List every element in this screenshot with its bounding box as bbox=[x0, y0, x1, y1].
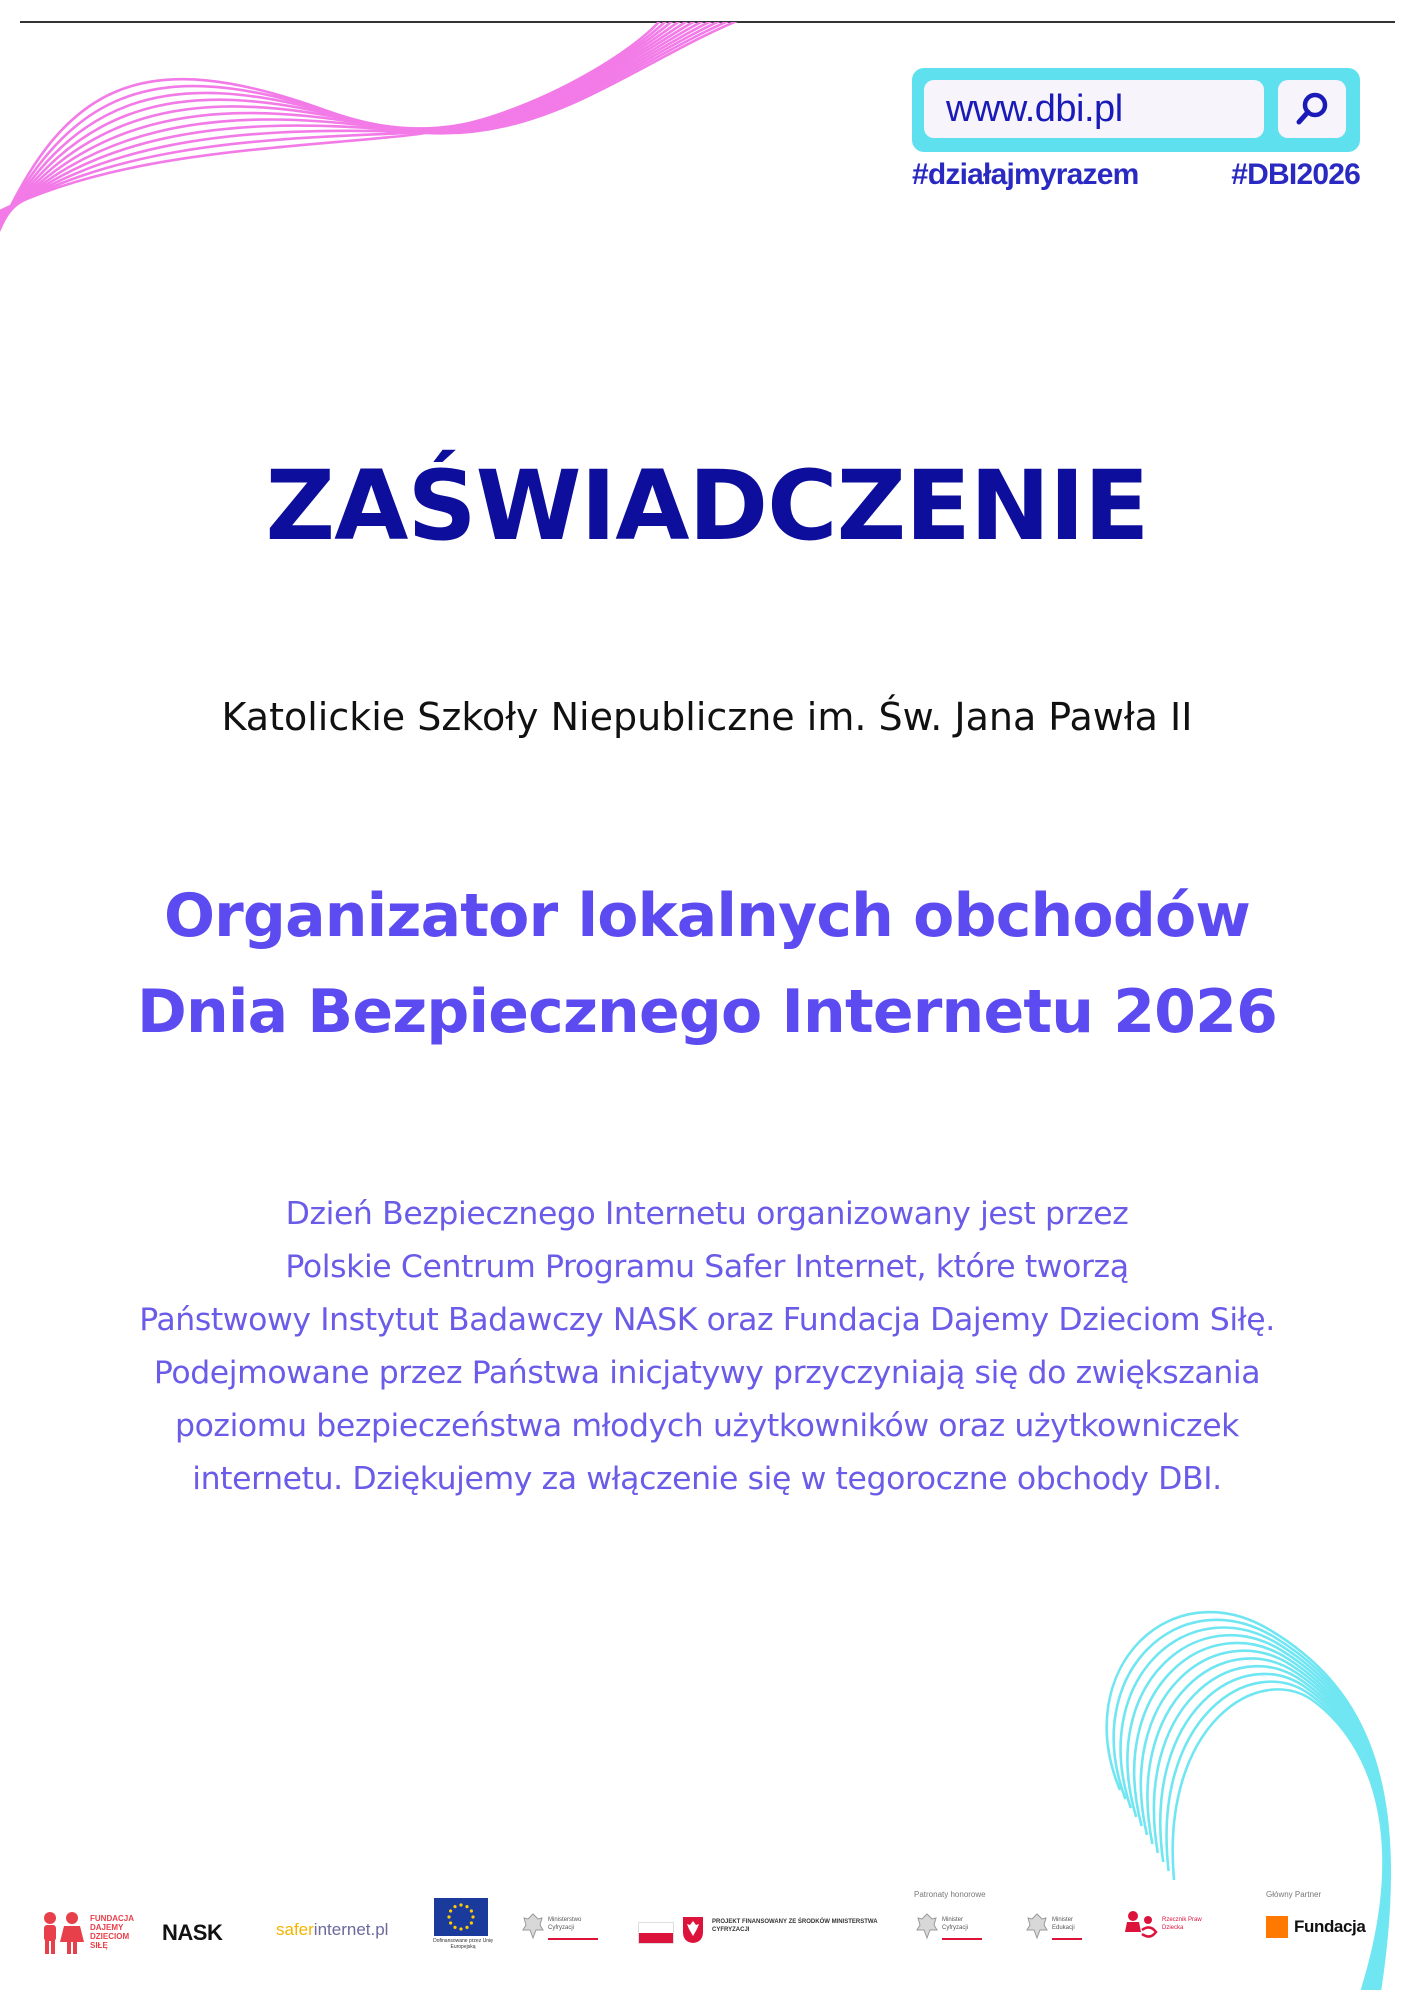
ministerstwo-underline bbox=[548, 1938, 598, 1940]
minister-cyfryzacji-text: Minister Cyfryzacji bbox=[942, 1917, 969, 1931]
eu-star bbox=[470, 1921, 473, 1924]
eagle-emblem-icon bbox=[522, 1912, 544, 1940]
certificate-title: ZAŚWIADCZENIE bbox=[265, 450, 1149, 562]
eu-star bbox=[471, 1915, 474, 1918]
minister-edukacji-text: Minister Edukacji bbox=[1052, 1917, 1075, 1931]
description-line: Podejmowane przez Państwa inicjatywy przyczyniają się do zwiększania bbox=[153, 1355, 1261, 1391]
minister-cyfryzacji-logo bbox=[916, 1912, 996, 1952]
saferinternet-suffix: internet.pl bbox=[313, 1920, 389, 1939]
role-line-1: Organizator lokalnych obchodów bbox=[163, 881, 1251, 951]
minister-edukacji-logo bbox=[1026, 1912, 1096, 1952]
fundacja-text: Fundacja bbox=[1294, 1917, 1366, 1936]
polish-flag-icon bbox=[638, 1922, 674, 1944]
rzecznik-emblem-icon bbox=[1124, 1910, 1158, 1940]
fundacja-orange-logo bbox=[1266, 1912, 1386, 1952]
description-paragraph bbox=[40, 1188, 1374, 1506]
rzecznik-praw-dziecka-logo bbox=[1124, 1910, 1234, 1950]
description-line: internetu. Dziękujemy za włączenie się w tegoroczne obchody DBI. bbox=[192, 1461, 1222, 1497]
description-line: Państwowy Instytut Badawczy NASK oraz Fundacja Dajemy Dzieciom Siłę. bbox=[139, 1302, 1275, 1338]
coat-of-arms-icon bbox=[682, 1916, 704, 1944]
projekt-text: PROJEKT FINANSOWANY ZE ŚRODKÓW MINISTERSTWA CYFRYZACJI bbox=[712, 1919, 878, 1933]
description-line: Dzień Bezpiecznego Internetu organizowany jest przez bbox=[285, 1196, 1129, 1232]
main-partner-label: Główny Partner bbox=[1266, 1890, 1322, 1899]
children-icon bbox=[38, 1910, 88, 1956]
eu-star bbox=[447, 1915, 450, 1918]
eu-flag-icon bbox=[434, 1898, 488, 1936]
rzecznik-text: Rzecznik Praw Dziecka bbox=[1162, 1917, 1202, 1931]
role-line-2: Dnia Bezpiecznego Internetu 2026 bbox=[136, 977, 1278, 1047]
projekt-finansowany-logo bbox=[638, 1912, 918, 1952]
recipient-role bbox=[0, 868, 1414, 1060]
website-url[interactable]: www.dbi.pl bbox=[924, 80, 1264, 138]
ministerstwo-cyfryzacji-text: Ministerstwo Cyfryzacji bbox=[548, 1917, 582, 1931]
saferinternet-logo bbox=[276, 1920, 388, 1940]
eu-star bbox=[449, 1921, 452, 1924]
eagle-emblem-icon bbox=[1026, 1912, 1048, 1940]
eu-star bbox=[465, 1905, 468, 1908]
nask-logo: NASK bbox=[162, 1920, 223, 1945]
eu-star bbox=[459, 1903, 462, 1906]
minister-edukacji-underline bbox=[1052, 1938, 1082, 1940]
fdds-text: FUNDACJA DAJEMY DZIECIOM SIŁĘ bbox=[90, 1914, 134, 1950]
search-button[interactable] bbox=[1278, 80, 1346, 138]
eu-star bbox=[453, 1905, 456, 1908]
hashtag-dbi2026: #DBI2026 bbox=[1231, 158, 1360, 191]
partner-logos-bar bbox=[30, 1890, 1390, 1970]
eu-star bbox=[465, 1926, 468, 1929]
hashtags bbox=[912, 158, 1360, 192]
eu-logo bbox=[434, 1898, 494, 1958]
orange-square-icon bbox=[1266, 1916, 1288, 1938]
recipient-name: Katolickie Szkoły Niepubliczne im. Św. Jana Pawła II bbox=[221, 695, 1193, 739]
hashtag-dzialajmyrazem: #działajmyrazem bbox=[912, 158, 1139, 191]
search-icon bbox=[1292, 89, 1332, 129]
minister-cyfryzacji-underline bbox=[942, 1938, 982, 1940]
eu-star bbox=[449, 1909, 452, 1912]
eu-caption: Dofinansowane przez Unię Europejską bbox=[433, 1938, 493, 1950]
fdds-logo bbox=[38, 1908, 148, 1958]
eagle-emblem-icon bbox=[916, 1912, 938, 1940]
description-line: Polskie Centrum Programu Safer Internet, które tworzą bbox=[285, 1249, 1129, 1285]
eu-star bbox=[459, 1927, 462, 1930]
website-search-box[interactable] bbox=[912, 68, 1360, 152]
pink-wave-decoration bbox=[0, 22, 780, 272]
eu-star bbox=[453, 1926, 456, 1929]
description-line: poziomu bezpieczeństwa młodych użytkowników oraz użytkowniczek bbox=[174, 1408, 1240, 1444]
eu-star bbox=[470, 1909, 473, 1912]
honorary-patronage-label: Patronaty honorowe bbox=[914, 1890, 986, 1899]
ministerstwo-cyfryzacji-logo bbox=[522, 1912, 602, 1952]
saferinternet-prefix: safer bbox=[276, 1920, 314, 1939]
